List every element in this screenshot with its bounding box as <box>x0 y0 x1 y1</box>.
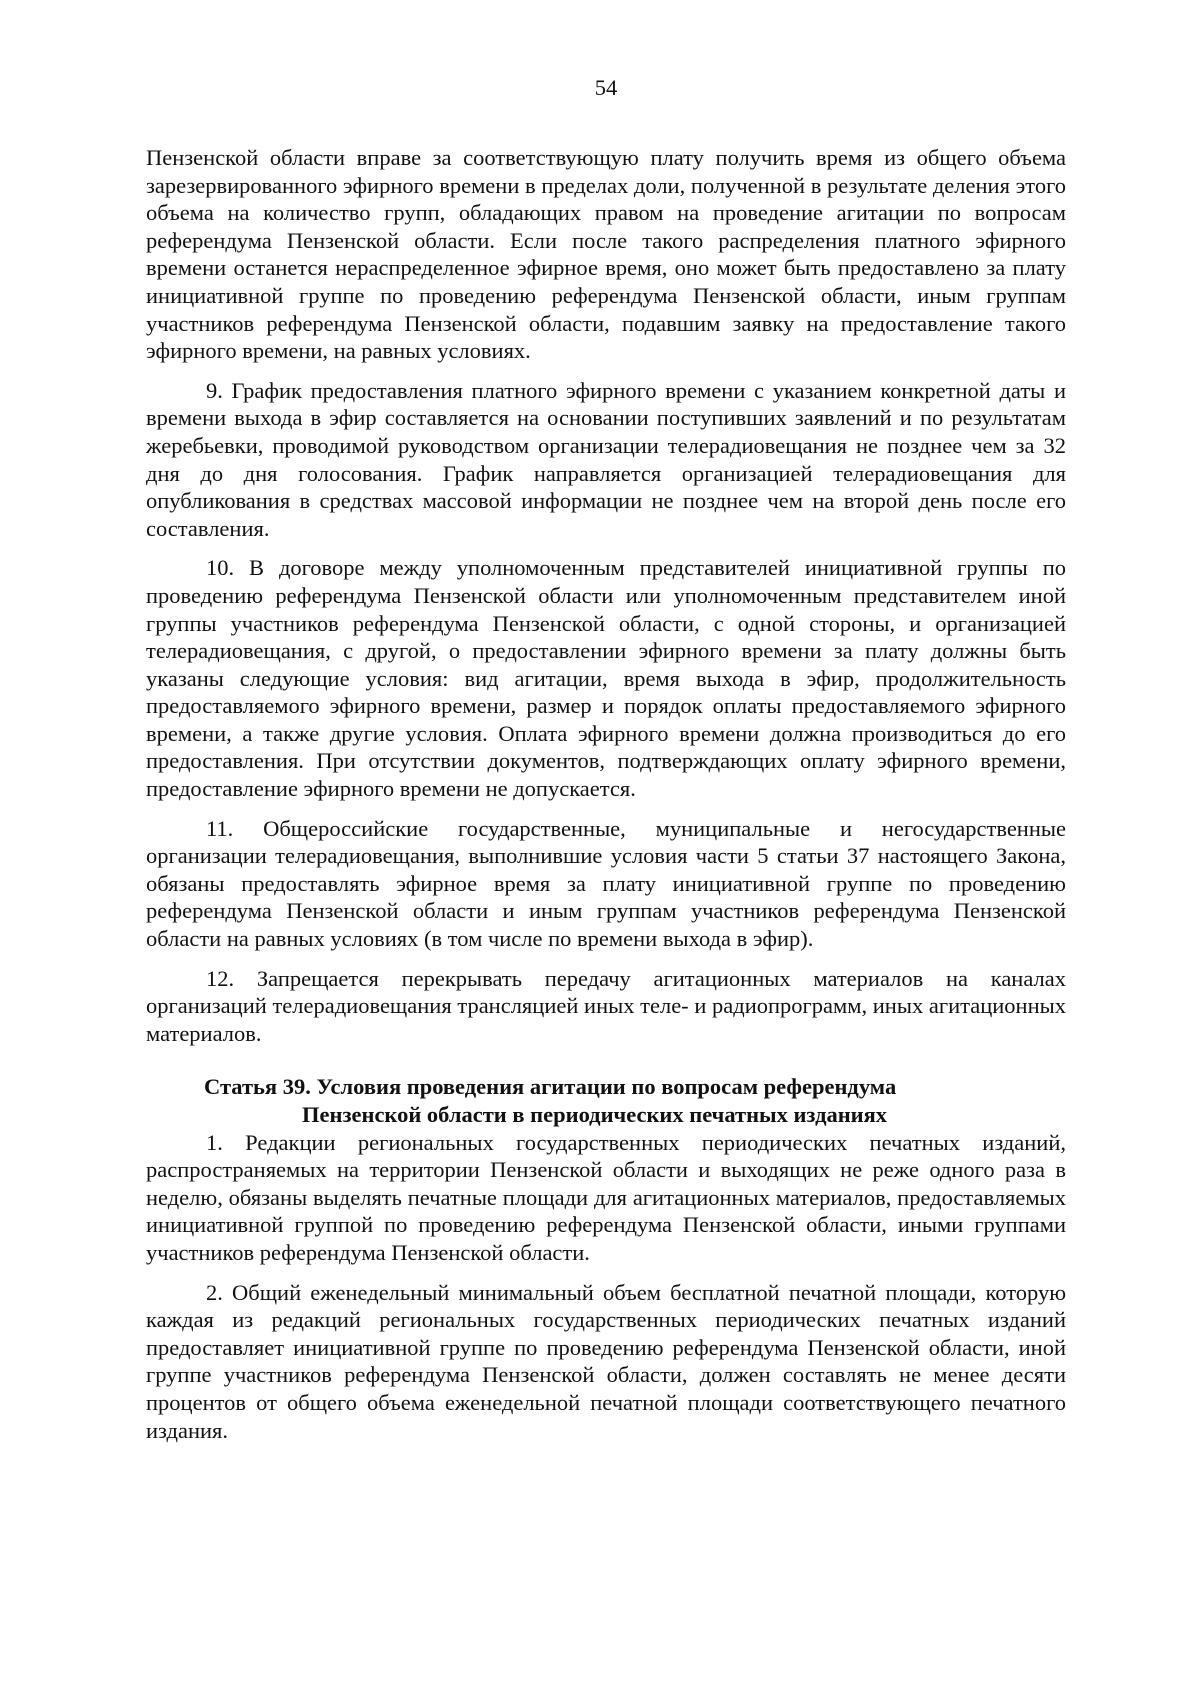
paragraph-item-10: 10. В договоре между уполномоченным представителей инициативной группы по проведению референдума Пензенской области или уполномоченным представителем иной группы участников референдума Пензенской области, с одной стороны, и организацией телерадиовещания, с другой, о предоставлении эфирного времени за плату должны быть указаны следующие условия: вид агитации, время выхода в эфир, продолжительность предоставляемого эфирного времени, размер и порядок оплаты предоставляемого эфирного времени, а также другие условия. Оплата эфирного времени должна производиться до его предоставления. При отсутствии документов, подтверждающих оплату эфирного времени, предоставление эфирного времени не допускается. <box>146 555 1066 802</box>
article-heading-line2: Пензенской области в периодических печатных изданиях <box>302 1102 888 1127</box>
paragraph-item-9: 9. График предоставления платного эфирного времени с указанием конкретной даты и времени выхода в эфир составляется на основании поступивших заявлений и по результатам жеребьевки, проводимой руководством организации телерадиовещания не позднее чем за 32 дня до дня голосования. График направляется организацией телерадиовещания для опубликования в средствах массовой информации не позднее чем на второй день после его составления. <box>146 377 1066 541</box>
article-heading <box>146 1073 1066 1128</box>
paragraph-article39-item-2: 2. Общий еженедельный минимальный объем бесплатной печатной площади, которую каждая из редакций региональных государственных периодических печатных изданий предоставляет инициативной группе по проведению референдума Пензенской области, иной группе участников референдума Пензенской области, должен составлять не менее десяти процентов от общего объема еженедельной печатной площади соответствующего печатного издания. <box>146 1279 1066 1443</box>
page-number: 54 <box>594 75 618 100</box>
article-heading-line1: Статья 39. Условия проведения агитации по вопросам референдума <box>204 1074 897 1100</box>
paragraph-item-11: 11. Общероссийские государственные, муниципальные и негосударственные организации телерадиовещания, выполнившие условия части 5 статьи 37 настоящего Закона, обязаны предоставлять эфирное время за плату инициативной группе по проведению референдума Пензенской области и иным группам участников референдума Пензенской области на равных условиях (в том числе по времени выхода в эфир). <box>146 815 1066 952</box>
paragraph-continuation: Пензенской области вправе за соответствующую плату получить время из общего объема зарезервированного эфирного времени в пределах доли, полученной в результате деления этого объема на количество групп, обладающих правом на проведение агитации по вопросам референдума Пензенской области. Если после такого распределения платного эфирного времени останется нераспределенное эфирное время, оно может быть предоставлено за плату инициативной группе по проведению референдума Пензенской области, иным группам участников референдума Пензенской области, подавшим заявку на предоставление такого эфирного времени, на равных условиях. <box>146 145 1066 364</box>
document-body <box>146 144 1066 1456</box>
paragraph-article39-item-1: 1. Редакции региональных государственных периодических печатных изданий, распространяемых на территории Пензенской области и выходящих не реже одного раза в неделю, обязаны выделять печатные площади для агитационных материалов, предоставляемых инициативной группой по проведению референдума Пензенской области, иными группами участников референдума Пензенской области. <box>146 1129 1066 1265</box>
paragraph-item-12: 12. Запрещается перекрывать передачу агитационных материалов на каналах организаций телерадиовещания трансляцией иных теле- и радиопрограмм, иных агитационных материалов. <box>146 965 1066 1046</box>
